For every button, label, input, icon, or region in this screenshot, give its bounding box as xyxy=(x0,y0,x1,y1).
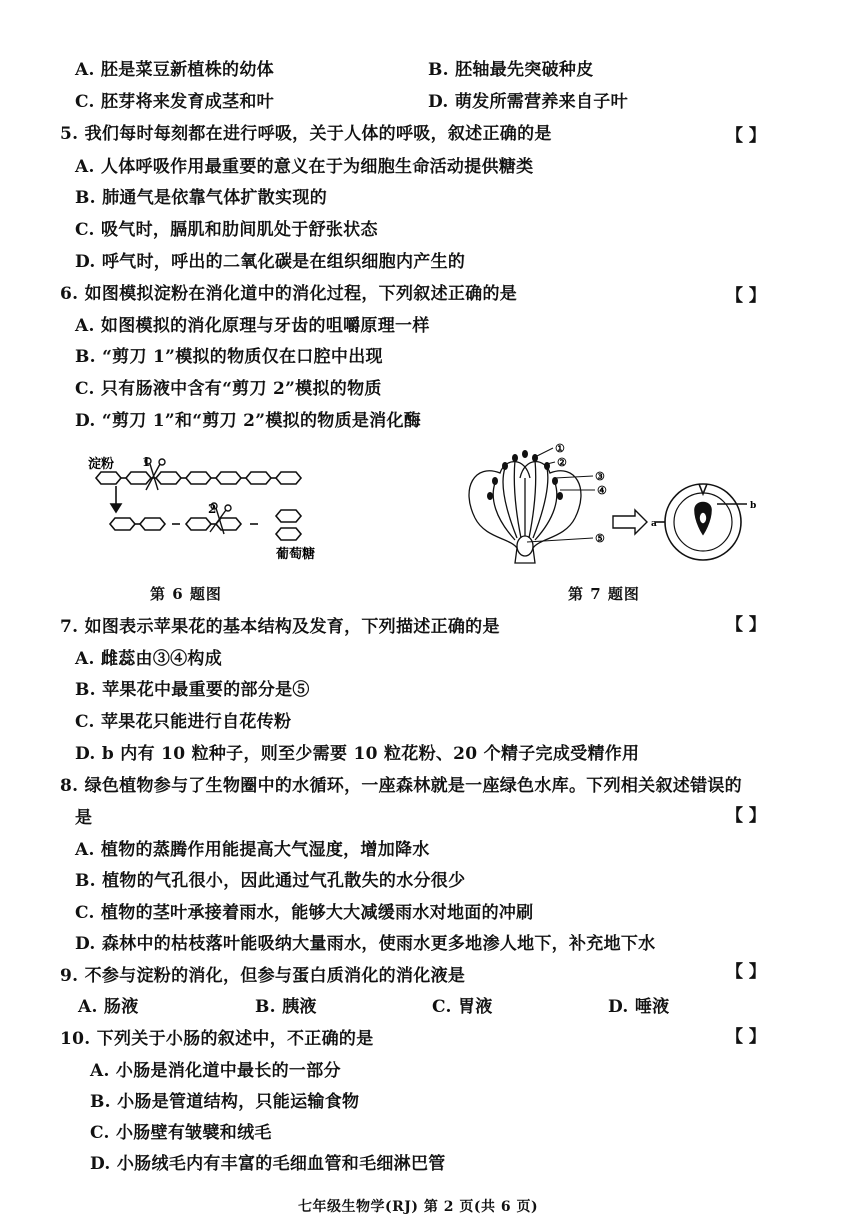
q6-option-c: C. 只有肠液中含有“剪刀 2”模拟的物质 xyxy=(75,379,382,399)
q7-stem: 7. 如图表示苹果花的基本结构及发育，下列描述正确的是 xyxy=(60,617,500,637)
q9-option-b: B. 胰液 xyxy=(255,997,317,1017)
q9-option-c: C. 胃液 xyxy=(432,997,493,1017)
q6-option-d: D. “剪刀 1”和“剪刀 2”模拟的物质是消化酶 xyxy=(75,411,422,431)
q4-option-a: A. 胚是菜豆新植株的幼体 xyxy=(75,60,274,80)
down-arrow-icon xyxy=(111,486,121,512)
q8-answer-bracket: 【 】 xyxy=(726,806,766,826)
q8-option-c: C. 植物的茎叶承接着雨水，能够大大减缓雨水对地面的冲刷 xyxy=(75,903,534,923)
q9-stem: 9. 不参与淀粉的消化，但参与蛋白质消化的消化液是 xyxy=(60,966,466,986)
fig6-scissors-1-label: 1 xyxy=(142,455,151,469)
fig7-mark-4: ④ xyxy=(597,484,607,497)
starch-chain xyxy=(96,472,301,484)
q8-stem-continued: 是 xyxy=(75,808,93,828)
fig6-scissors-2-label: 2 xyxy=(208,502,217,516)
q6-stem: 6. 如图模拟淀粉在消化道中的消化过程，下列叙述正确的是 xyxy=(60,284,518,304)
right-arrow-icon xyxy=(613,510,647,534)
q8-option-a: A. 植物的蒸腾作用能提高大气湿度，增加降水 xyxy=(75,840,430,860)
q6-option-b: B. “剪刀 1”模拟的物质仅在口腔中出现 xyxy=(75,347,383,367)
figure-6-starch-diagram xyxy=(88,450,348,565)
q8-stem: 8. 绿色植物参与了生物圈中的水循环，一座森林就是一座绿色水库。下列相关叙述错误的 xyxy=(60,776,742,796)
q5-option-a: A. 人体呼吸作用最重要的意义在于为细胞生命活动提供糖类 xyxy=(75,157,534,177)
q5-answer-bracket: 【 】 xyxy=(726,126,766,146)
fig6-glucose-label: 葡萄糖 xyxy=(276,547,316,562)
fig7-mark-1: ① xyxy=(555,442,565,455)
fig7-label-b: b xyxy=(750,501,757,511)
q7-option-b: B. 苹果花中最重要的部分是⑤ xyxy=(75,680,310,700)
q8-option-b: B. 植物的气孔很小，因此通过气孔散失的水分很少 xyxy=(75,871,466,891)
q5-option-c: C. 吸气时，膈肌和肋间肌处于舒张状态 xyxy=(75,220,378,240)
figure-6-caption: 第 6 题图 xyxy=(150,585,222,603)
q5-option-b: B. 肺通气是依靠气体扩散实现的 xyxy=(75,188,328,208)
q7-option-c: C. 苹果花只能进行自花传粉 xyxy=(75,712,292,732)
q4-option-d: D. 萌发所需营养来自子叶 xyxy=(428,92,628,112)
page-footer: 七年级生物学(RJ) 第 2 页(共 6 页) xyxy=(298,1199,539,1215)
figure-7-apple-flower-diagram xyxy=(455,438,780,573)
q9-option-a: A. 肠液 xyxy=(78,997,139,1017)
flower-drawing xyxy=(469,460,581,563)
q10-option-a: A. 小肠是消化道中最长的一部分 xyxy=(90,1061,341,1081)
q4-option-c: C. 胚芽将来发育成茎和叶 xyxy=(75,92,274,112)
maltose-units xyxy=(110,510,301,540)
q5-stem: 5. 我们每时每刻都在进行呼吸，关于人体的呼吸，叙述正确的是 xyxy=(60,124,552,144)
q7-option-a: A. 雌蕊由③④构成 xyxy=(75,649,223,669)
apple-fruit-section xyxy=(655,484,747,560)
figure-7-caption: 第 7 题图 xyxy=(568,585,640,603)
q6-answer-bracket: 【 】 xyxy=(726,286,766,306)
q6-option-a: A. 如图模拟的消化原理与牙齿的咀嚼原理一样 xyxy=(75,316,430,336)
q10-option-c: C. 小肠壁有皱襞和绒毛 xyxy=(90,1123,272,1143)
q8-option-d: D. 森林中的枯枝落叶能吸纳大量雨水，使雨水更多地渗人地下，补充地下水 xyxy=(75,934,656,954)
fig7-mark-3: ③ xyxy=(595,470,605,483)
q4-option-b: B. 胚轴最先突破种皮 xyxy=(428,60,594,80)
q7-option-d: D. b 内有 10 粒种子，则至少需要 10 粒花粉、20 个精子完成受精作用 xyxy=(75,744,640,764)
q10-option-b: B. 小肠是管道结构，只能运输食物 xyxy=(90,1092,360,1112)
fig6-starch-label: 淀粉 xyxy=(88,457,115,472)
fig7-mark-2: ② xyxy=(557,456,567,469)
q7-answer-bracket: 【 】 xyxy=(726,615,766,635)
q10-option-d: D. 小肠绒毛内有丰富的毛细血管和毛细淋巴管 xyxy=(90,1154,446,1174)
q9-option-d: D. 唾液 xyxy=(608,997,670,1017)
fig7-mark-5: ⑤ xyxy=(595,532,605,545)
q5-option-d: D. 呼气时，呼出的二氧化碳是在组织细胞内产生的 xyxy=(75,252,466,272)
q10-stem: 10. 下列关于小肠的叙述中，不正确的是 xyxy=(60,1029,374,1049)
q9-answer-bracket: 【 】 xyxy=(726,962,766,982)
fig7-label-a: a xyxy=(651,519,657,529)
q10-answer-bracket: 【 】 xyxy=(726,1027,766,1047)
